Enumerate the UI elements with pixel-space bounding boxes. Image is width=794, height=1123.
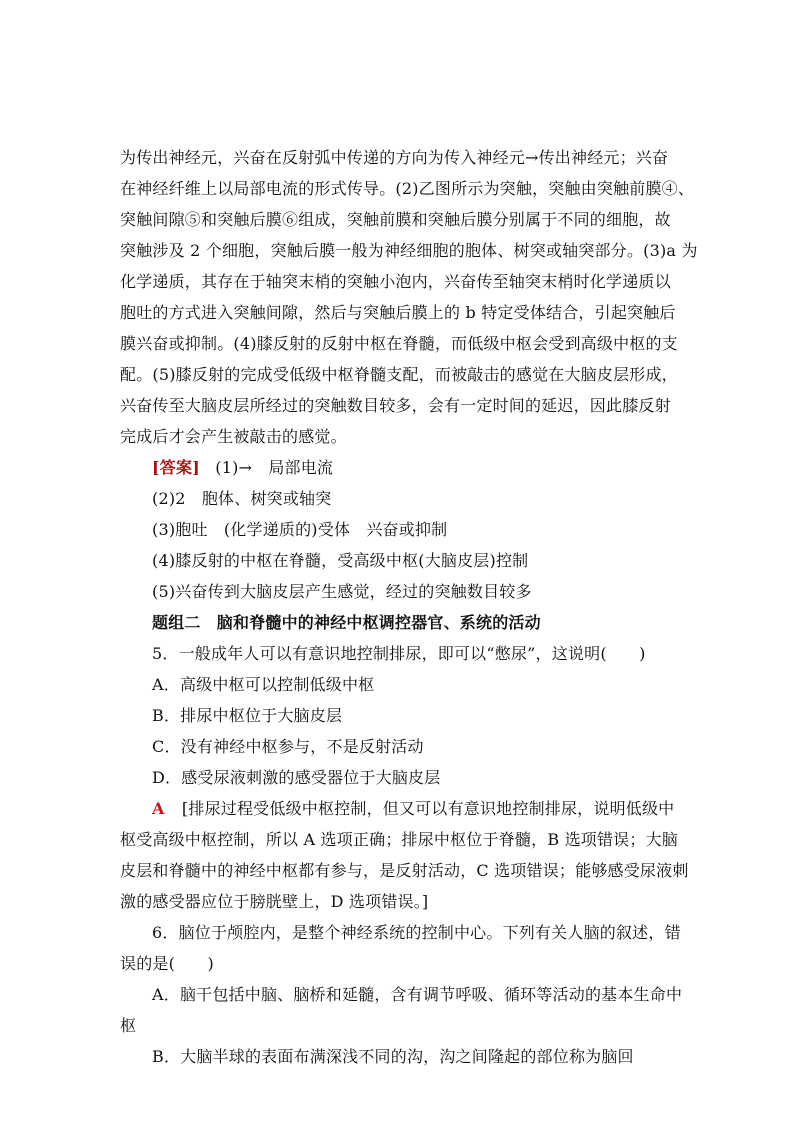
option-c: C．没有神经中枢参与，不是反射活动	[152, 737, 424, 756]
answer-line: (1)→ 局部电流	[215, 458, 334, 477]
answer-tag: [答案]	[152, 458, 200, 477]
group-heading: 题组二 脑和脊髓中的神经中枢调控器官、系统的活动	[152, 613, 541, 632]
option-d: D．感受尿液刺激的感受器位于大脑皮层	[152, 768, 441, 787]
explanation-line: 完成后才会产生被敲击的感觉。	[120, 427, 347, 446]
explanation-line: 膜兴奋或抑制。(4)膝反射的反射中枢在脊髓，而低级中枢会受到高级中枢的支	[120, 334, 678, 353]
answer-letter: A	[152, 799, 165, 818]
answer-row	[152, 457, 333, 479]
answer-line: (5)兴奋传到大脑皮层产生感觉，经过的突触数目较多	[152, 582, 532, 601]
option-a: A．脑干包括中脑、脑桥和延髓，含有调节呼吸、循环等活动的基本生命中	[152, 985, 683, 1004]
question-stem: 5．一般成年人可以有意识地控制排尿，即可以“憋尿”，这说明( )	[152, 644, 646, 663]
explanation-line: 兴奋传至大脑皮层所经过的突触数目较多，会有一定时间的延迟，因此膝反射	[120, 396, 671, 415]
option-b: B．大脑半球的表面布满深浅不同的沟，沟之间隆起的部位称为脑回	[152, 1047, 634, 1066]
explanation-line: 在神经纤维上以局部电流的形式传导。(2)乙图所示为突触，突触由突触前膜④、	[120, 179, 695, 198]
answer-line: (3)胞吐 (化学递质的)受体 兴奋或抑制	[152, 520, 448, 539]
question-stem: 误的是( )	[120, 954, 214, 973]
explanation-line: 突触涉及 2 个细胞，突触后膜一般为神经细胞的胞体、树突或轴突部分。(3)a 为	[120, 241, 698, 260]
explanation-line: 胞吐的方式进入突触间隙，然后与突触后膜上的 b 特定受体结合，引起突触后	[120, 303, 676, 322]
analysis-line: 枢受高级中枢控制，所以 A 选项正确；排尿中枢位于脊髓，B 选项错误；大脑	[120, 830, 678, 849]
analysis-line: 皮层和脊髓中的神经中枢都有参与，是反射活动，C 选项错误；能够感受尿液刺	[120, 861, 689, 880]
explanation-line: 配。(5)膝反射的完成受低级中枢脊髓支配，而被敲击的感觉在大脑皮层形成，	[120, 365, 678, 384]
analysis-line: [排尿过程受低级中枢控制，但又可以有意识地控制排尿，说明低级中	[181, 799, 675, 818]
analysis-row	[152, 798, 674, 820]
analysis-line: 激的感受器应位于膀胱壁上，D 选项错误。]	[120, 892, 429, 911]
option-a: A．高级中枢可以控制低级中枢	[152, 675, 375, 694]
question-stem: 6．脑位于颅腔内，是整个神经系统的控制中心。下列有关人脑的叙述，错	[152, 923, 681, 942]
explanation-line: 为传出神经元，兴奋在反射弧中传递的方向为传入神经元→传出神经元；兴奋	[120, 148, 669, 167]
explanation-line: 突触间隙⑤和突触后膜⑥组成，突触前膜和突触后膜分别属于不同的细胞，故	[120, 210, 671, 229]
option-a: 枢	[120, 1016, 137, 1035]
answer-line: (2)2 胞体、树突或轴突	[152, 489, 332, 508]
option-b: B．排尿中枢位于大脑皮层	[152, 706, 343, 725]
answer-line: (4)膝反射的中枢在脊髓，受高级中枢(大脑皮层)控制	[152, 551, 529, 570]
explanation-line: 化学递质，其存在于轴突末梢的突触小泡内，兴奋传至轴突末梢时化学递质以	[120, 272, 671, 291]
